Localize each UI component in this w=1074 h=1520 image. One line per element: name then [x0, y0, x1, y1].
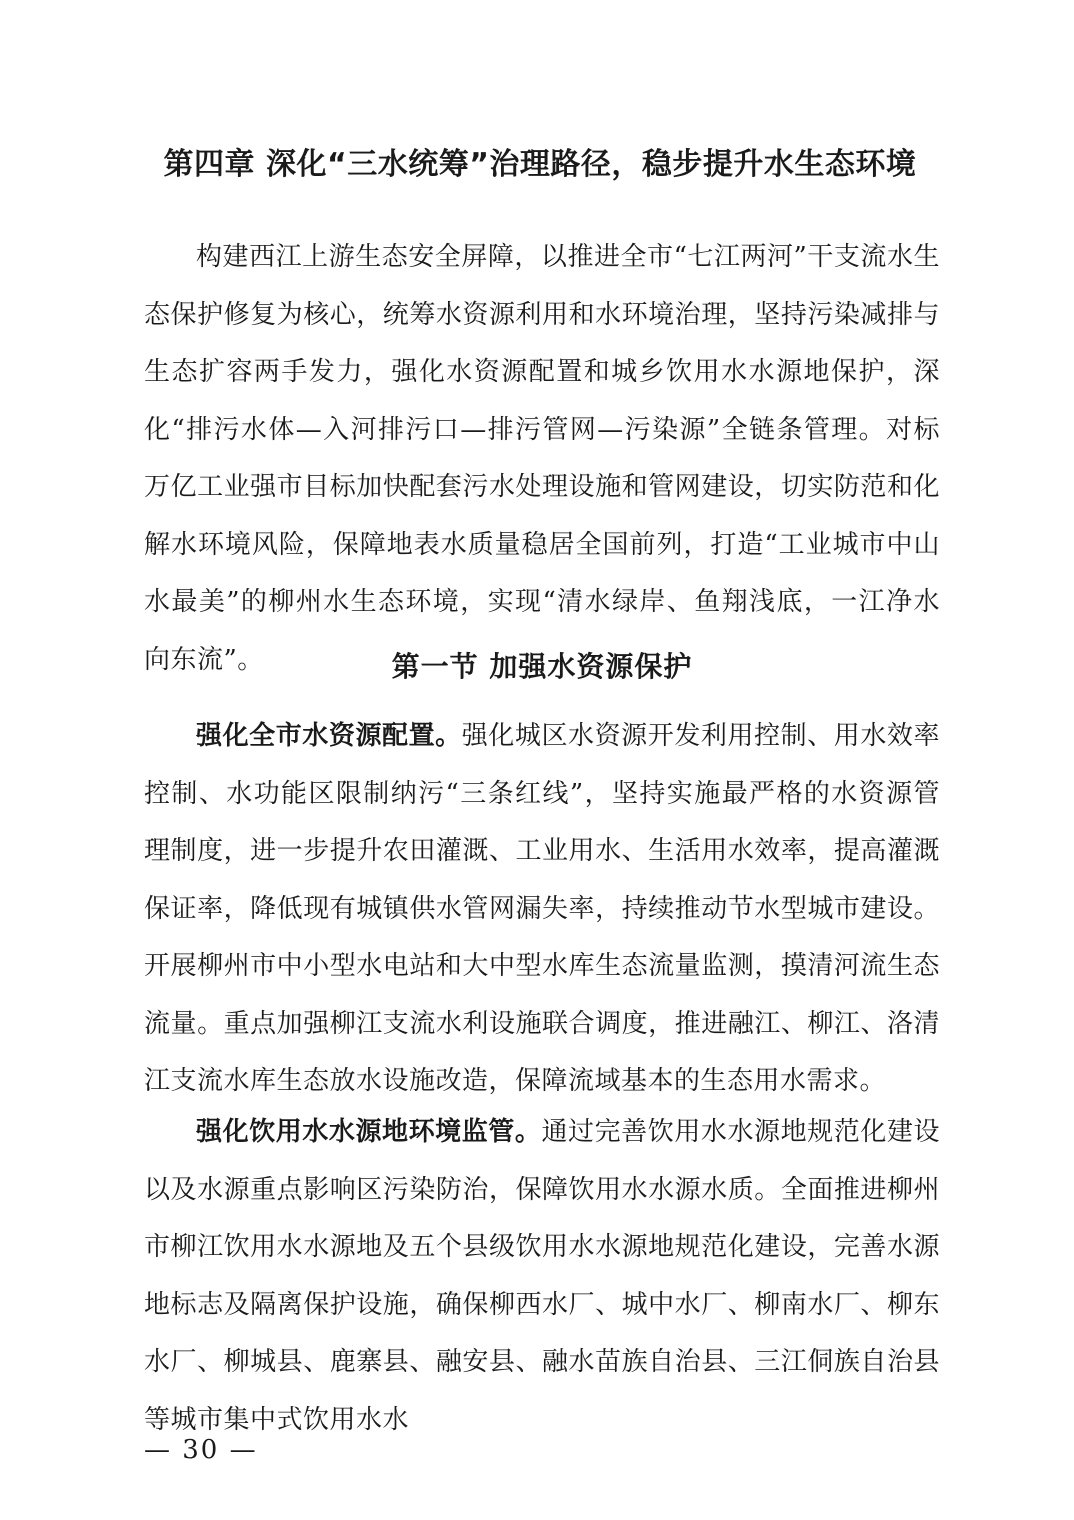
paragraph-lead-heading: 强化全市水资源配置。: [196, 721, 462, 751]
paragraph-body: 通过完善饮用水水源地规范化建设以及水源重点影响区污染防治，保障饮用水水源水质。全面推进柳州市柳江饮用水水源地及五个县级饮用水水源地规范化建设，完善水源地标志及隔离保护设施，确保柳西水厂、城中水厂、柳南水厂、柳东水厂、柳城县、鹿寨县、融安县、融水苗族自治县、三江侗族自治县等城市集中式饮用水水: [144, 1117, 940, 1435]
paragraph-drinking-water-supervision: [144, 1104, 940, 1449]
paragraph-lead-heading: 强化饮用水水源地环境监管。: [196, 1117, 542, 1147]
chapter-title: 第四章 深化“三水统筹”治理路径，稳步提升水生态环境: [163, 147, 917, 182]
paragraph-body: 强化城区水资源开发利用控制、用水效率控制、水功能区限制纳污“三条红线”，坚持实施最严格的水资源管理制度，进一步提升农田灌溉、工业用水、生活用水效率，提高灌溉保证率，降低现有城镇供水管网漏失率，持续推动节水型城市建设。开展柳州市中小型水电站和大中型水库生态流量监测，摸清河流生态流量。重点加强柳江支流水利设施联合调度，推进融江、柳江、洛清江支流水库生态放水设施改造，保障流域基本的生态用水需求。: [144, 721, 940, 1096]
page-number: — 30 —: [144, 1435, 258, 1465]
intro-paragraph: 构建西江上游生态安全屏障，以推进全市“七江两河”干支流水生态保护修复为核心，统筹水资源利用和水环境治理，坚持污染减排与生态扩容两手发力，强化水资源配置和城乡饮用水水源地保护，深化“排污水体—入河排污口—排污管网—污染源”全链条管理。对标万亿工业强市目标加快配套污水处理设施和管网建设，切实防范和化解水环境风险，保障地表水质量稳居全国前列，打造“工业城市中山水最美”的柳州水生态环境，实现“清水绿岸、鱼翔浅底，一江净水向东流”。: [144, 242, 940, 675]
section-title: 第一节 加强水资源保护: [391, 650, 693, 683]
paragraph-water-resource-allocation: [144, 708, 940, 1111]
